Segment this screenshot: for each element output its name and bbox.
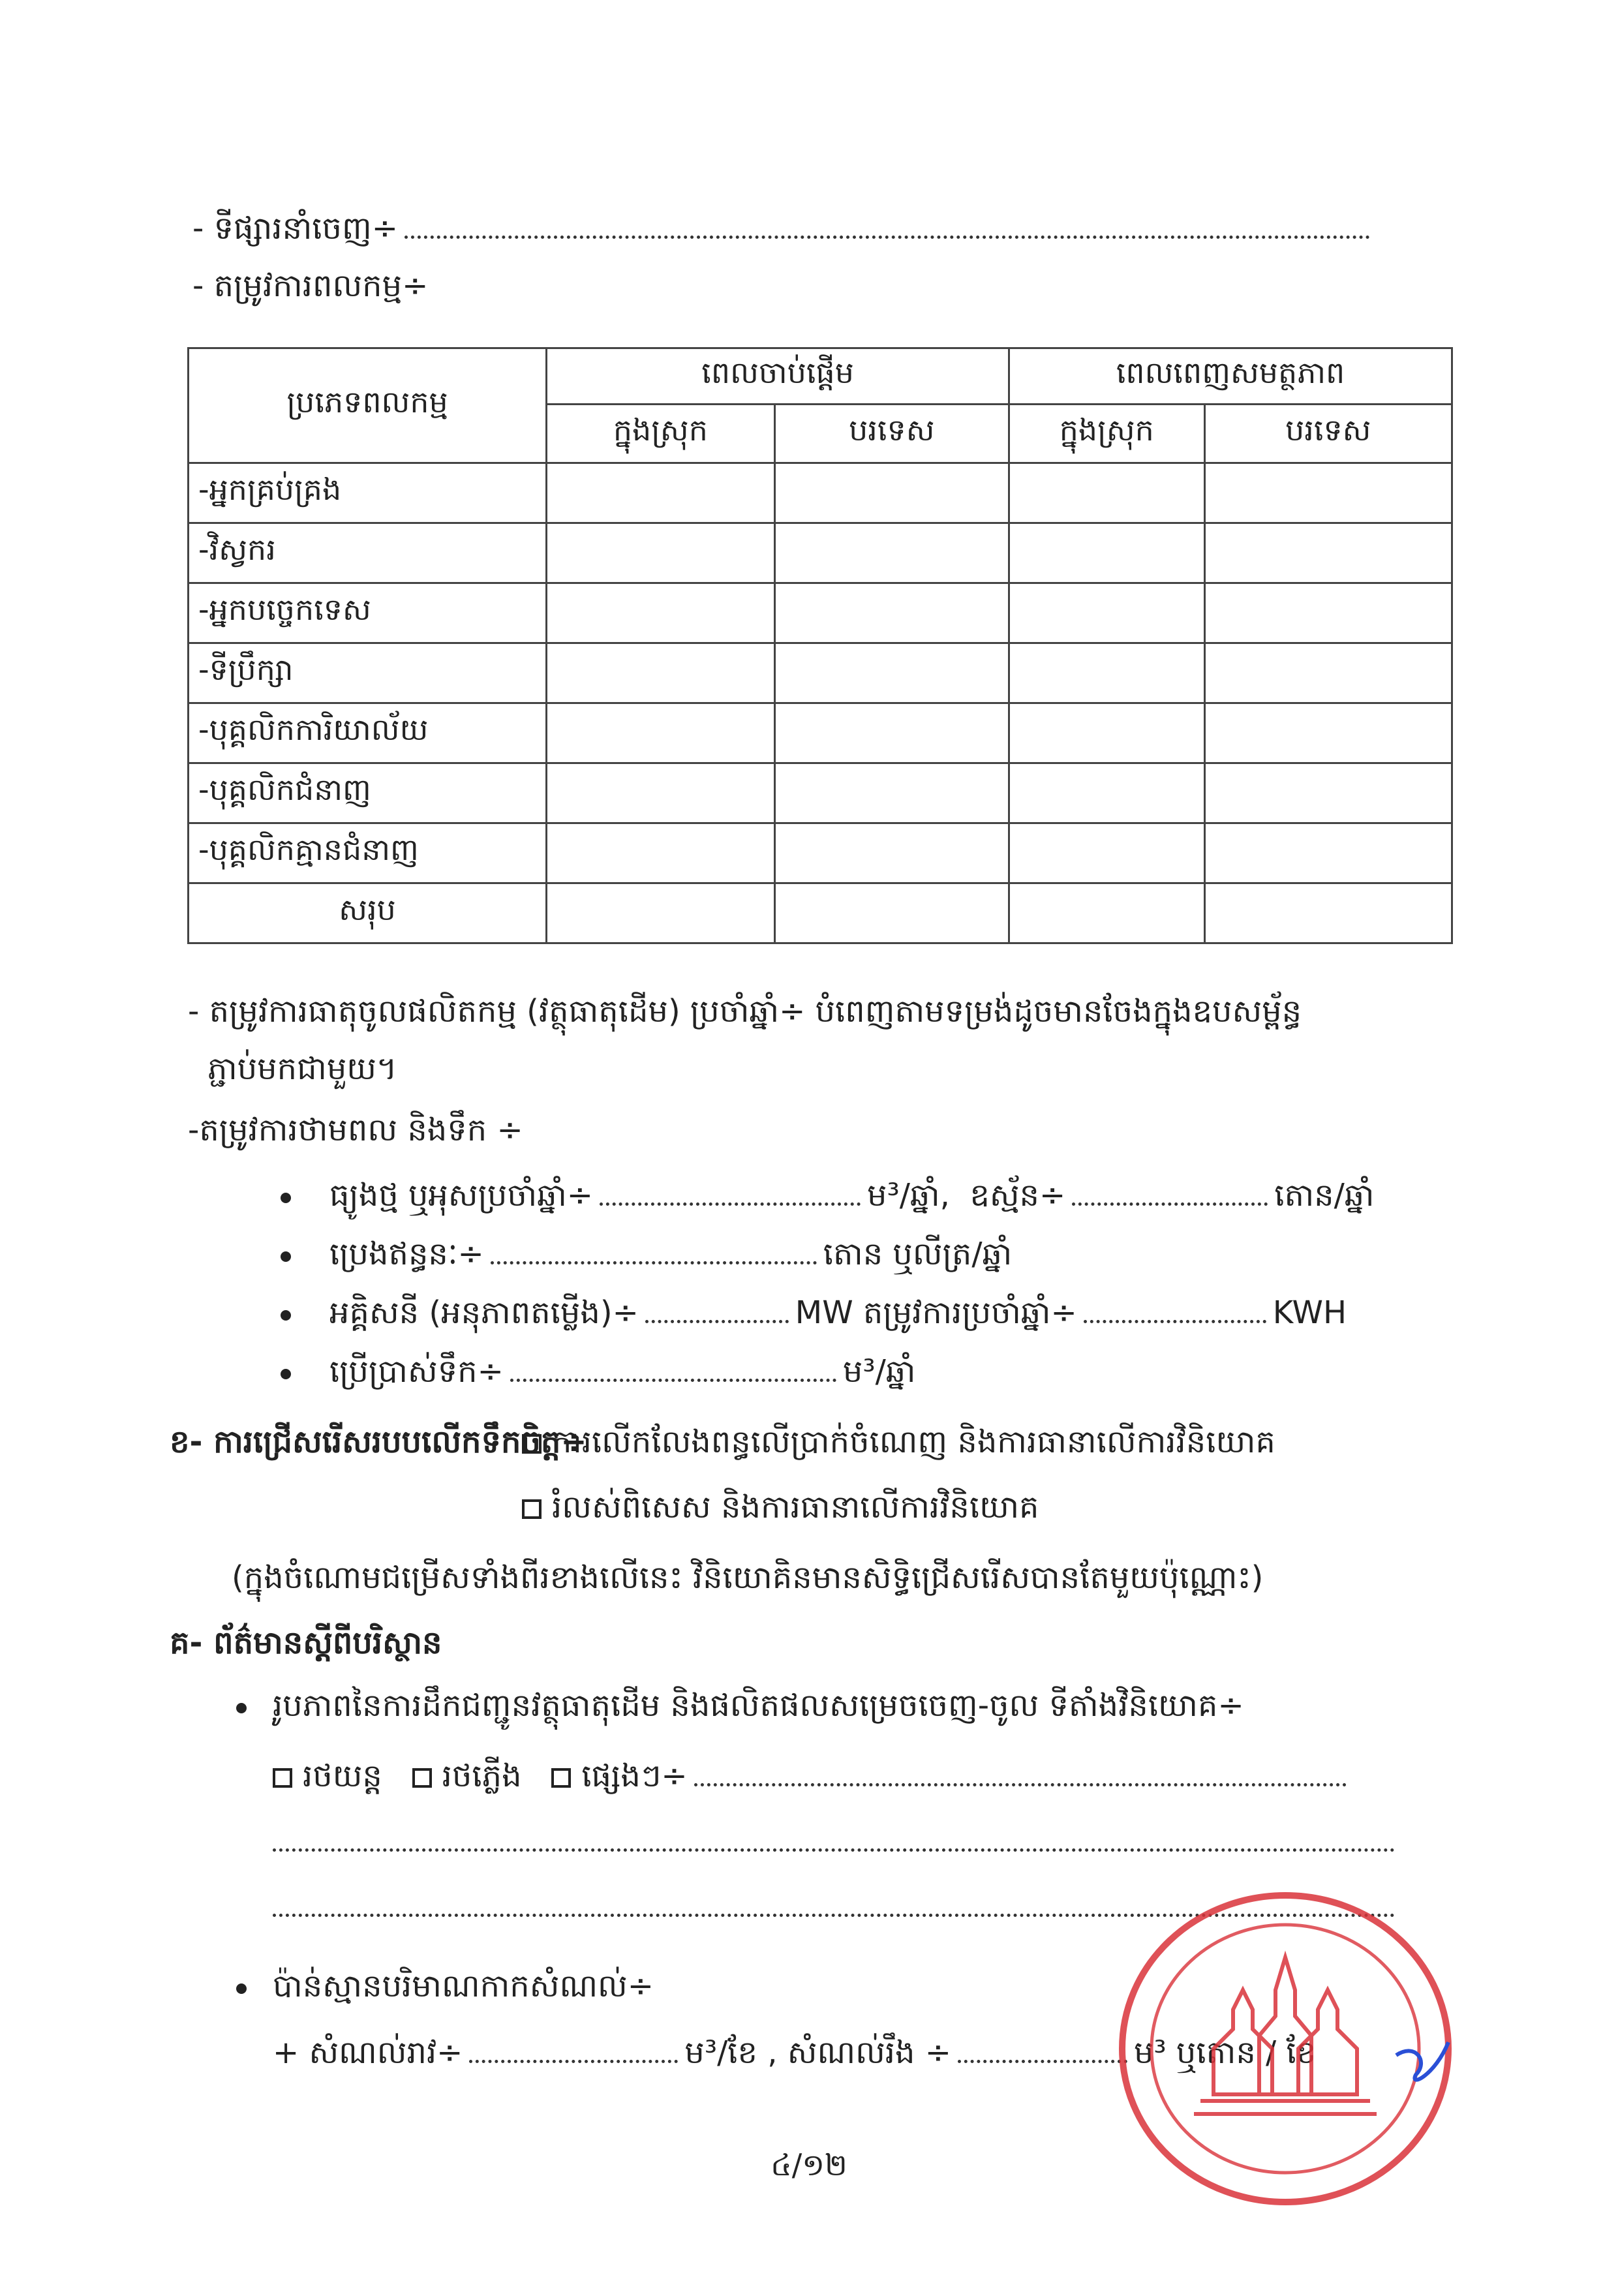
header-labor-type: ប្រភេទពលកម្ម xyxy=(189,348,547,463)
energy-item-fuel: ប្រេងឥន្ធនៈ÷ តោន ឬលីត្រ/ឆ្នាំ xyxy=(329,1236,1013,1272)
option-tax-exemption: ការលើកលែងពន្ធលើប្រាក់ចំណេញ និងការធានាលើការវិនិយោគ xyxy=(522,1421,1275,1463)
raw-materials-line2: ភ្ជាប់មកជាមួយ។ xyxy=(207,1050,397,1087)
bullet-icon xyxy=(281,1310,291,1321)
labor-needs-label: - តម្រូវការពលកម្ម÷ xyxy=(192,268,429,304)
energy-item-coal: ធ្យូងថ្ម ឬអុសប្រចាំឆ្នាំ÷ ម³/ឆ្នាំ, ឧស្ម័ន÷ តោន/ឆ្នាំ xyxy=(329,1177,1375,1214)
checkbox-train[interactable] xyxy=(412,1768,432,1788)
waste-line: + សំណល់រាវ÷ ម³/ខែ , សំណល់រឹង ÷ ម³ ឬតោន / ខែ xyxy=(273,2034,1317,2071)
waste-label: ប៉ាន់ស្មានបរិមាណកាកសំណល់÷ xyxy=(273,1968,654,2004)
raw-materials-line1: - តម្រូវការធាតុចូលផលិតកម្ម (វត្ថុធាតុដើម) ប្រចាំឆ្នាំ÷ បំពេញតាមទម្រង់ដូចមានចែងក្នុងឧបសម្ព័ន្ធ xyxy=(188,993,1302,1030)
row-label: -បុគ្គលិកជំនាញ xyxy=(189,763,547,823)
header-full-capacity: ពេលពេញសមត្ថភាព xyxy=(1009,348,1452,405)
subheader-foreign-full: បរទេស xyxy=(1204,405,1452,463)
fill-in-line xyxy=(273,1820,1395,1862)
table-row xyxy=(189,703,1452,763)
page-number: ៤/១២ xyxy=(771,2147,847,2182)
export-market-label: - ទីផ្សារនាំចេញ÷ xyxy=(192,210,398,247)
transport-options: រថយន្ត រថភ្លើង ផ្សេងៗ÷ xyxy=(273,1755,1353,1797)
row-label: -អ្នកគ្រប់គ្រង xyxy=(189,463,547,523)
total-label: សរុប xyxy=(189,883,547,943)
checkbox-other[interactable] xyxy=(551,1768,571,1788)
table-row xyxy=(189,643,1452,703)
bullet-icon xyxy=(281,1251,291,1262)
subheader-local-start: ក្នុងស្រុក xyxy=(547,405,774,463)
subheader-foreign-start: បរទេស xyxy=(774,405,1009,463)
row-label: -វិស្វករ xyxy=(189,523,547,583)
table-row xyxy=(189,583,1452,643)
row-label: -អ្នកបច្ចេកទេស xyxy=(189,583,547,643)
table-row xyxy=(189,763,1452,823)
energy-water-label: -តម្រូវការថាមពល និងទឹក ÷ xyxy=(188,1112,523,1148)
row-label: -ទីប្រឹក្សា xyxy=(189,643,547,703)
energy-item-electricity: អគ្គិសនី (អនុភាពតម្លើង)÷ MW តម្រូវការប្រចាំឆ្នាំ÷ KWH xyxy=(329,1294,1347,1331)
energy-item-water: ប្រើប្រាស់ទឹក÷ ម³/ឆ្នាំ xyxy=(329,1353,916,1390)
bullet-icon xyxy=(236,1703,247,1713)
bullet-icon xyxy=(281,1193,291,1203)
table-row-total xyxy=(189,883,1452,943)
export-market-line xyxy=(192,207,1377,249)
row-label: -បុគ្គលិកការិយាល័យ xyxy=(189,703,547,763)
table-row xyxy=(189,823,1452,883)
bullet-icon xyxy=(236,1983,247,1994)
checkbox-depreciation[interactable] xyxy=(522,1499,542,1519)
bullet-icon xyxy=(281,1369,291,1379)
section-b-title: ខ- ការជ្រើសរើសរបបលើកទឹកចិត្ត÷ xyxy=(170,1424,587,1460)
fill-in-dots xyxy=(404,209,1370,239)
checkbox-tax-exemption[interactable] xyxy=(522,1434,542,1454)
table-row xyxy=(189,463,1452,523)
subheader-local-full: ក្នុងស្រុក xyxy=(1009,405,1205,463)
option-depreciation: រំលស់ពិសេស និងការធានាលើការវិនិយោគ xyxy=(522,1486,1039,1528)
header-start: ពេលចាប់ផ្តើម xyxy=(547,348,1009,405)
table-row xyxy=(189,523,1452,583)
labor-table xyxy=(187,347,1453,944)
section-b-note: (ក្នុងចំណោមជម្រើសទាំងពីរខាងលើនេះ វិនិយោគិនមានសិទ្ធិជ្រើសរើសបានតែមួយប៉ុណ្ណោះ) xyxy=(232,1559,1264,1596)
transport-label: រូបភាពនៃការដឹកជញ្ជូនវត្ថុធាតុដើម និងផលិតផលសម្រេចចេញ-ចូល ទីតាំងវិនិយោគ÷ xyxy=(273,1687,1244,1724)
row-label: -បុគ្គលិកគ្មានជំនាញ xyxy=(189,823,547,883)
section-c-title: គ- ព័ត៌មានស្តីពីបរិស្ថាន xyxy=(170,1625,442,1661)
checkbox-truck[interactable] xyxy=(273,1768,292,1788)
